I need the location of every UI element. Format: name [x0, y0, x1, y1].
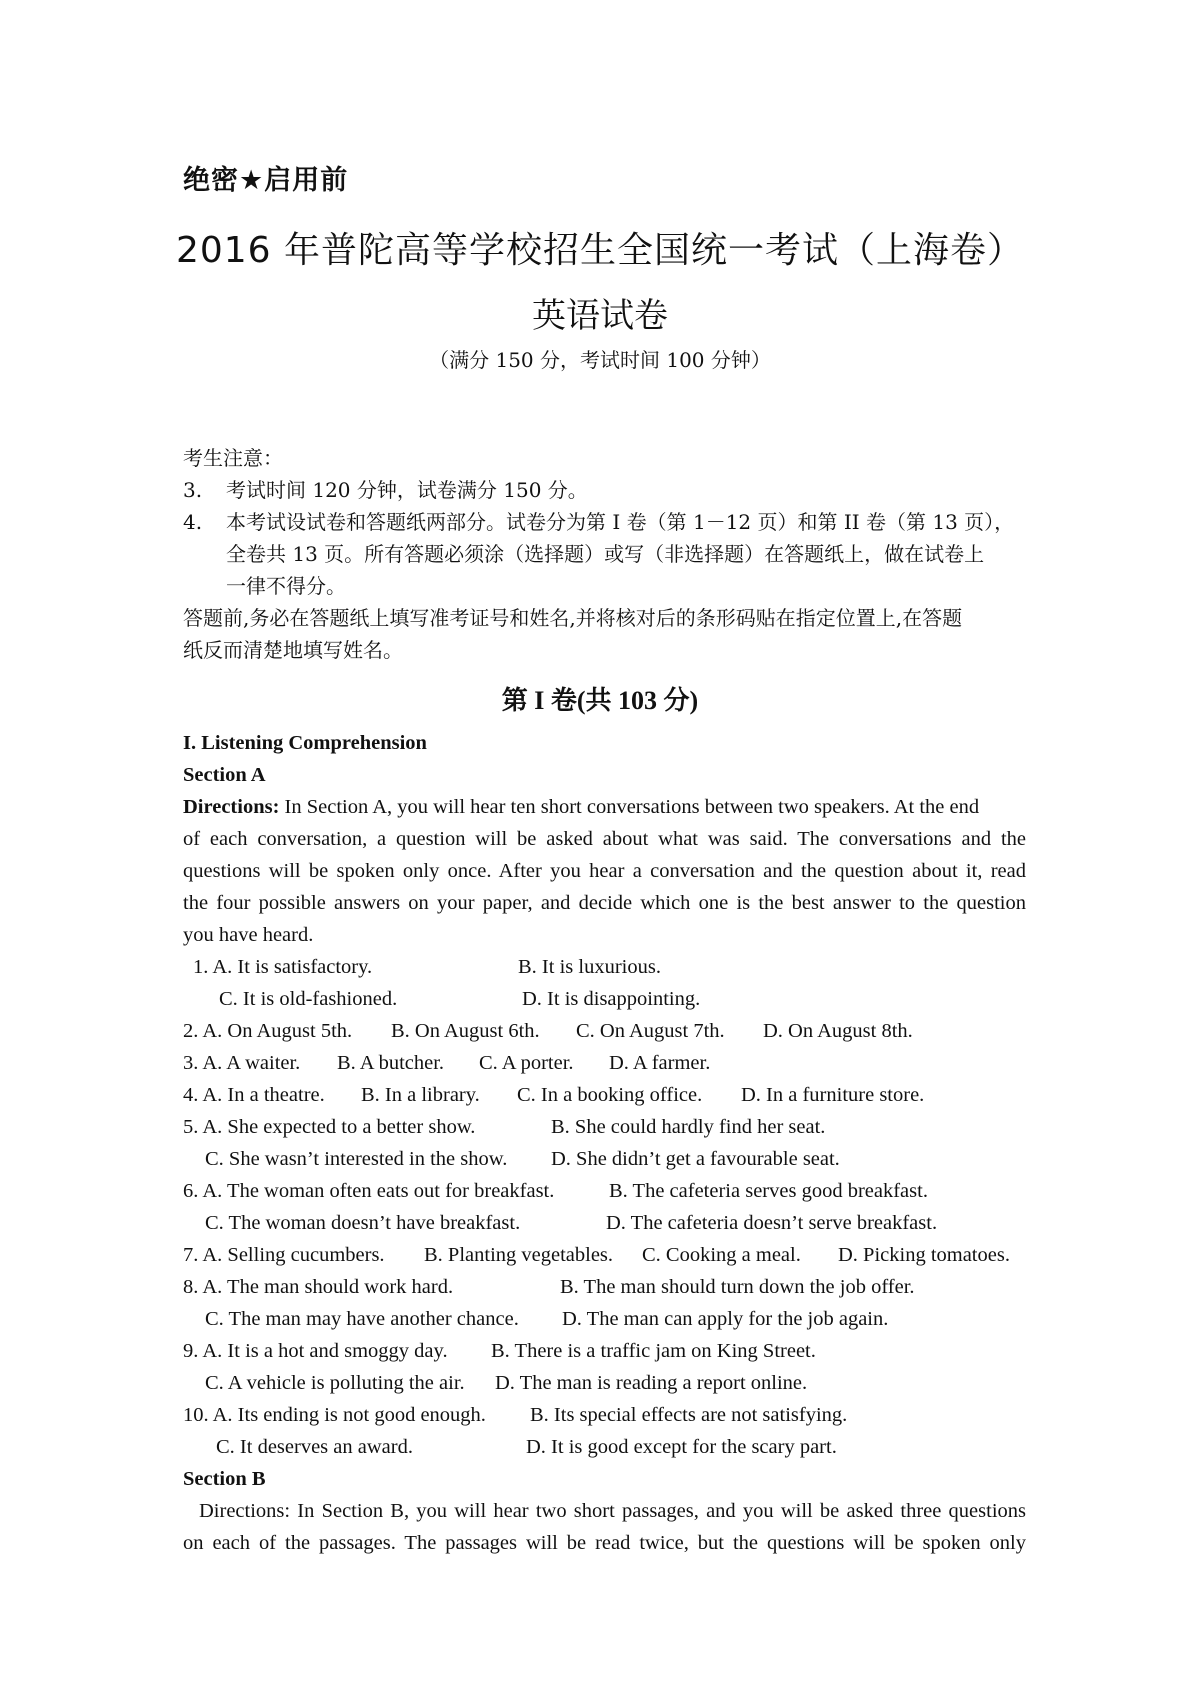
question-option: C. A vehicle is polluting the air. — [205, 1372, 465, 1394]
directions-text: In Section A, you will hear ten short conversations between two speakers. At the end — [279, 796, 980, 818]
question-option: B. She could hardly find her seat. — [551, 1116, 826, 1138]
directions-line: the four possible answers on your paper, and decide which one is the best answer to the question — [183, 892, 1026, 914]
question-option: 8. A. The man should work hard. — [183, 1276, 454, 1298]
question-option: D. In a furniture store. — [741, 1084, 925, 1106]
score-note: （满分 150 分，考试时间 100 分钟） — [429, 348, 771, 372]
question-option: 1. A. It is satisfactory. — [193, 956, 373, 978]
notice-extra-line: 纸反而清楚地填写姓名。 — [183, 638, 403, 662]
exam-title: 2016 年普陀高等学校招生全国统一考试（上海卷） — [175, 230, 1025, 271]
section-a-heading: Section A — [183, 764, 266, 786]
question-option: D. The man can apply for the job again. — [562, 1308, 889, 1330]
directions-line: you have heard. — [183, 924, 314, 946]
notice-item-cont: 全卷共 13 页。所有答题必须涂（选择题）或写（非选择题）在答题纸上，做在试卷上 — [226, 542, 985, 566]
question-option: B. Planting vegetables. — [424, 1244, 614, 1266]
question-option: B. It is luxurious. — [518, 956, 661, 978]
question-option: B. On August 6th. — [391, 1020, 540, 1042]
question-option: B. Its special effects are not satisfying. — [530, 1404, 848, 1426]
question-option: 5. A. She expected to a better show. — [183, 1116, 476, 1138]
question-option: C. On August 7th. — [576, 1020, 725, 1042]
question-option: C. It deserves an award. — [216, 1436, 413, 1458]
notice-item-text: 本考试设试卷和答题纸两部分。试卷分为第 I 卷（第 1－12 页）和第 II 卷（第 13 页）， — [226, 510, 1015, 534]
question-option: D. It is disappointing. — [522, 988, 701, 1010]
question-option: D. A farmer. — [609, 1052, 711, 1074]
question-option: C. The woman doesn’t have breakfast. — [205, 1212, 521, 1234]
section-b-heading: Section B — [183, 1468, 266, 1490]
question-option: C. She wasn’t interested in the show. — [205, 1148, 508, 1170]
part-title: 第 I 卷(共 103 分) — [501, 686, 699, 715]
question-option: C. Cooking a meal. — [642, 1244, 801, 1266]
question-option: C. The man may have another chance. — [205, 1308, 519, 1330]
directions-line — [183, 796, 979, 819]
notice-extra-line: 答题前,务必在答题纸上填写准考证号和姓名,并将核对后的条形码贴在指定位置上,在答题 — [183, 606, 963, 630]
question-option: D. It is good except for the scary part. — [526, 1436, 837, 1458]
notice-item-num: 3. — [183, 478, 203, 502]
question-option: 3. A. A waiter. — [183, 1052, 301, 1074]
question-option: C. A porter. — [479, 1052, 574, 1074]
question-option: 2. A. On August 5th. — [183, 1020, 353, 1042]
question-option: 7. A. Selling cucumbers. — [183, 1244, 385, 1266]
question-option: D. The man is reading a report online. — [495, 1372, 808, 1394]
question-option: D. Picking tomatoes. — [838, 1244, 1010, 1266]
directions-line: questions will be spoken only once. After you hear a conversation and the question about it, read — [183, 860, 1026, 882]
notice-item — [183, 506, 1014, 535]
question-option: B. A butcher. — [337, 1052, 445, 1074]
question-option: B. The cafeteria serves good breakfast. — [609, 1180, 928, 1202]
question-option: B. In a library. — [361, 1084, 480, 1106]
confidential-mark: 绝密★启用前 — [183, 165, 349, 196]
notice-item-num: 4. — [183, 510, 203, 534]
notice-item — [183, 474, 588, 503]
question-option: C. In a booking office. — [517, 1084, 703, 1106]
directions-label: Directions: — [183, 796, 280, 818]
question-option: D. On August 8th. — [763, 1020, 913, 1042]
notice-item-cont: 一律不得分。 — [226, 574, 346, 598]
question-option: B. There is a traffic jam on King Street. — [491, 1340, 816, 1362]
directions-line: of each conversation, a question will be asked about what was said. The conversations and the — [183, 828, 1026, 850]
directions-b-line: Directions: In Section B, you will hear two short passages, and you will be asked three questions — [199, 1500, 1026, 1522]
exam-subtitle: 英语试卷 — [532, 296, 668, 336]
question-option: C. It is old-fashioned. — [219, 988, 398, 1010]
notice-heading: 考生注意： — [183, 446, 283, 470]
question-option: 10. A. Its ending is not good enough. — [183, 1404, 486, 1426]
question-option: B. The man should turn down the job offer. — [560, 1276, 915, 1298]
question-option: 6. A. The woman often eats out for breakfast. — [183, 1180, 555, 1202]
section-heading: I. Listening Comprehension — [183, 732, 427, 754]
question-option: 4. A. In a theatre. — [183, 1084, 325, 1106]
question-option: 9. A. It is a hot and smoggy day. — [183, 1340, 448, 1362]
notice-item-text: 考试时间 120 分钟，试卷满分 150 分。 — [226, 478, 588, 502]
directions-b-line: on each of the passages. The passages will be read twice, but the questions will be spoken only — [183, 1532, 1026, 1554]
question-option: D. The cafeteria doesn’t serve breakfast. — [606, 1212, 938, 1234]
question-option: D. She didn’t get a favourable seat. — [551, 1148, 840, 1170]
